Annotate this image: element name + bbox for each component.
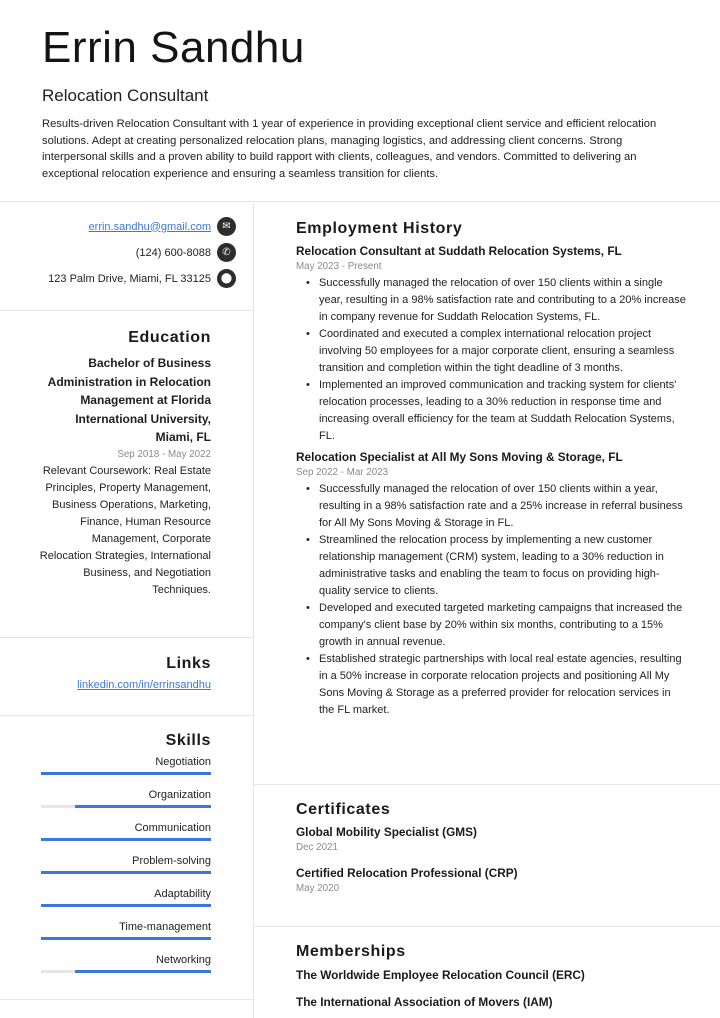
certificate-name: Certified Relocation Professional (CRP) [296, 866, 518, 880]
job-bullet: • Coordinated and executed a complex international relocation project involving 50 employees for a major corporate client, ensuring a seamless transition and completion within the tight deadline of 3 months. [296, 326, 686, 377]
column-divider [253, 203, 254, 1018]
job-dates: Sep 2022 - Mar 2023 [296, 467, 389, 478]
address-text: 123 Palm Drive, Miami, FL 33125 [48, 272, 211, 285]
skill-bar-fill [41, 937, 211, 940]
employment-section [296, 220, 686, 719]
membership-item: The International Association of Movers (IAM) [296, 995, 553, 1009]
job-entry [296, 450, 686, 719]
skills-heading: Skills [165, 732, 211, 749]
skill-label: Time-management [119, 921, 211, 933]
certificates-section [296, 801, 686, 894]
membership-item: The Worldwide Employee Relocation Council (ERC) [296, 968, 585, 982]
education-description: Relevant Coursework: Real Estate Principles, Property Management, Business Operations, Marketing, Finance, Human Resource Management, Corporate Relocation Strategies, International Business, and Negotiation Techniques. [39, 464, 211, 596]
job-bullet: • Developed and executed targeted marketing campaigns that increased the company's client base by 20% within six months, contributing to a 15% growth in annual revenue. [296, 600, 686, 651]
skill-bar [41, 838, 211, 841]
email-link[interactable]: errin.sandhu@gmail.com [88, 220, 211, 233]
skill-bar [41, 805, 211, 808]
skill-label: Negotiation [155, 756, 211, 768]
skill-item [41, 888, 211, 907]
skill-bar [41, 937, 211, 940]
sidebar-divider-4 [0, 999, 253, 1000]
skill-bar [41, 871, 211, 874]
job-entry [296, 244, 686, 445]
header-divider [0, 201, 720, 202]
skill-label: Problem-solving [132, 855, 211, 867]
skill-item [41, 954, 211, 973]
memberships-section [296, 943, 686, 1009]
education-dates: Sep 2018 - May 2022 [117, 448, 211, 460]
job-bullets [296, 275, 686, 445]
skill-bar-fill [41, 904, 211, 907]
candidate-title: Relocation Consultant [42, 86, 209, 105]
job-dates: May 2023 - Present [296, 261, 382, 272]
job-bullet: • Implemented an improved communication and tracking system for clients' relocation processes, leading to a 30% reduction in response time and increasing overall efficiency for the team at Suddath Relocation Systems, FL. [296, 377, 686, 445]
skill-label: Communication [134, 822, 211, 834]
skill-label: Adaptability [154, 888, 211, 900]
certificate-name: Global Mobility Specialist (GMS) [296, 825, 477, 839]
main-divider-1 [254, 784, 720, 785]
skill-bar-fill [41, 772, 211, 775]
employment-heading: Employment History [296, 220, 463, 237]
phone-text: (124) 600-8088 [135, 246, 211, 259]
education-degree: Bachelor of Business Administration in Relocation Management at Florida International University, Miami, FL [47, 356, 211, 444]
certificate-item [296, 866, 686, 894]
link-item [39, 679, 211, 691]
linkedin-link[interactable]: linkedin.com/in/errinsandhu [77, 679, 211, 691]
resume-header [0, 0, 720, 201]
contact-phone-row [136, 243, 236, 262]
skill-bar-fill [41, 838, 211, 841]
memberships-heading: Memberships [296, 943, 406, 960]
contact-email-row [89, 217, 236, 236]
skill-bar-fill [41, 871, 211, 874]
location-pin-icon: ⬤ [217, 269, 236, 288]
links-heading: Links [166, 655, 211, 672]
skill-item [41, 855, 211, 874]
candidate-name: Errin Sandhu [42, 23, 305, 72]
phone-icon: ✆ [217, 243, 236, 262]
sidebar-divider-1 [0, 310, 253, 311]
contact-address-row [48, 269, 236, 288]
job-title: Relocation Specialist at All My Sons Moving & Storage, FL [296, 450, 623, 464]
education-heading: Education [128, 329, 211, 346]
skill-item [41, 822, 211, 841]
skill-item [41, 756, 211, 775]
skill-bar-fill [75, 970, 211, 973]
skill-bar [41, 970, 211, 973]
job-bullet: • Successfully managed the relocation of over 150 clients within a single year, resulting in a 98% satisfaction rate and contributing to a 20% increase in company revenue for Suddath Relocation Systems, FL. [296, 275, 686, 326]
skill-item [41, 789, 211, 808]
skill-item [41, 921, 211, 940]
certificate-date: May 2020 [296, 883, 340, 894]
sidebar-divider-3 [0, 715, 253, 716]
links-section [39, 655, 211, 691]
job-bullet: • Established strategic partnerships with local real estate agencies, resulting in a 50% increase in corporate relocation projects and positioning All My Sons Moving & Storage as a preferred provider for relocation services in the FL market. [296, 651, 686, 719]
job-title: Relocation Consultant at Suddath Relocation Systems, FL [296, 244, 622, 258]
job-bullets [296, 481, 686, 719]
skill-bar [41, 904, 211, 907]
education-section [39, 329, 211, 599]
job-bullet: • Successfully managed the relocation of over 150 clients within a year, resulting in a 98% satisfaction rate and a 25% increase in referral business for All My Sons Moving & Storage in FL. [296, 481, 686, 532]
skills-section [39, 732, 211, 750]
summary-paragraph: Results-driven Relocation Consultant with 1 year of experience in providing exceptional client service and efficient relocation solutions. Adept at creating personalized relocation plans, managing logistics, and addressing client concerns. Strong interpersonal skills and a proven ability to build rapport with clients, colleagues, and vendors. Committed to delivering an exceptional relocation experience and ensuring a seamless transition for clients. [42, 118, 657, 180]
skill-bar [41, 772, 211, 775]
certificates-heading: Certificates [296, 801, 391, 818]
envelope-icon: ✉ [217, 217, 236, 236]
job-bullet: • Streamlined the relocation process by implementing a new customer relationship management (CRM) system, leading to a 30% reduction in administrative tasks and enabling the team to focus on providing high-quality service to clients. [296, 532, 686, 600]
sidebar-divider-2 [0, 637, 253, 638]
certificate-date: Dec 2021 [296, 842, 338, 853]
skill-bar-fill [75, 805, 211, 808]
main-divider-2 [254, 926, 720, 927]
certificate-item [296, 825, 686, 853]
skill-label: Organization [148, 789, 211, 801]
skill-label: Networking [155, 954, 211, 966]
